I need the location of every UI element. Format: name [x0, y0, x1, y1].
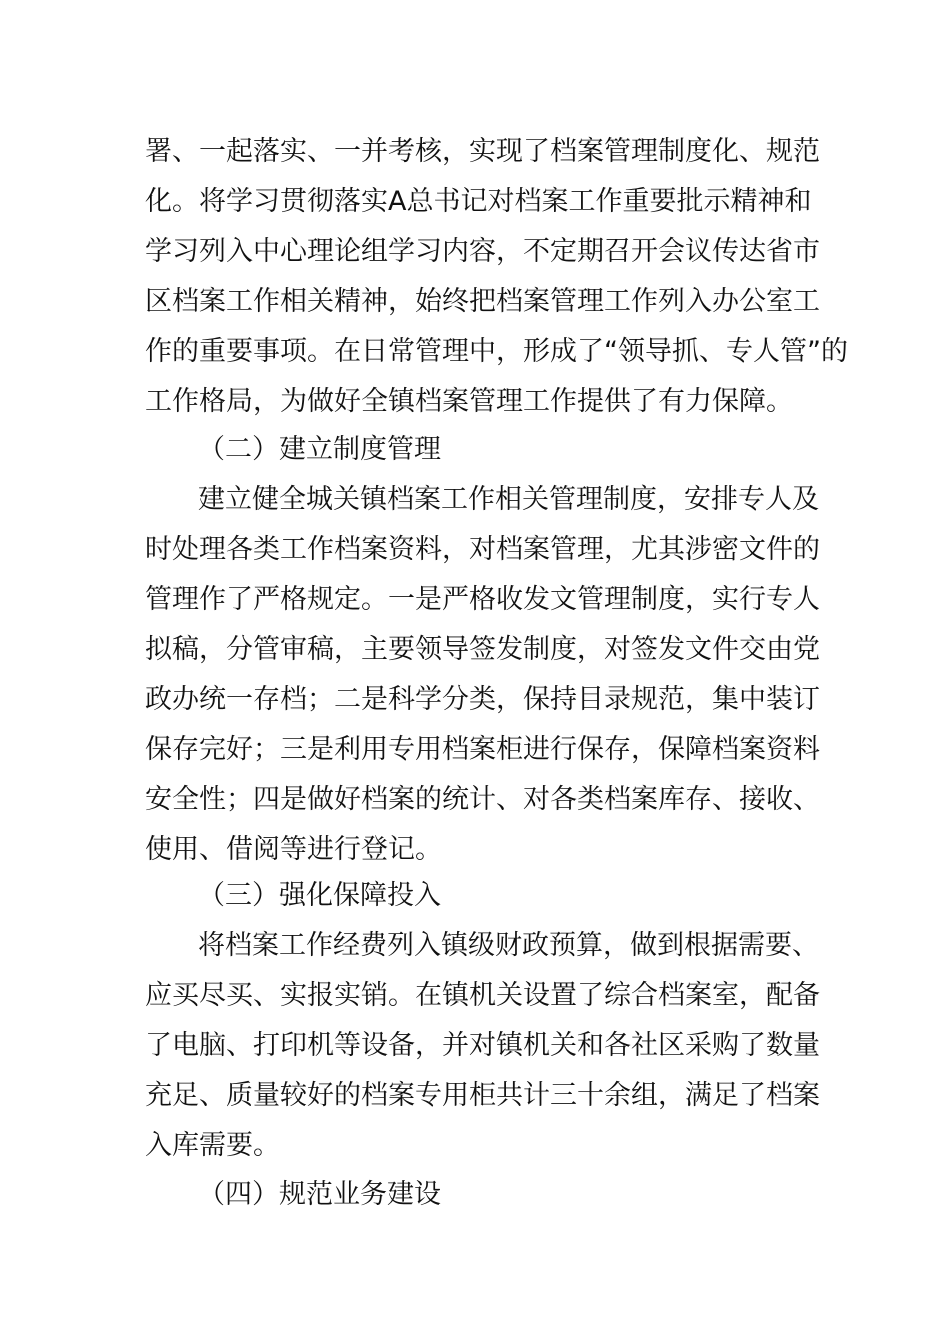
paragraph-line: 建立健全城关镇档案工作相关管理制度，安排专人及 [198, 484, 819, 515]
paragraph-line: 时处理各类工作档案资料，对档案管理，尤其涉密文件的 [145, 534, 820, 565]
section-heading-3: （三）强化保障投入 [198, 880, 441, 911]
paragraph-line: 安全性；四是做好档案的统计、对各类档案库存、接收、 [145, 784, 820, 815]
paragraph-line: 将档案工作经费列入镇级财政预算，做到根据需要、 [198, 930, 819, 961]
paragraph-line: 化。将学习贯彻落实A总书记对档案工作重要批示精神和 [145, 186, 812, 217]
paragraph-line: 了电脑、打印机等设备，并对镇机关和各社区采购了数量 [145, 1030, 820, 1061]
paragraph-line: 区档案工作相关精神，始终把档案管理工作列入办公室工 [145, 286, 820, 317]
paragraph-line: 保存完好；三是利用专用档案柜进行保存，保障档案资料 [145, 734, 820, 765]
paragraph-line: 应买尽买、实报实销。在镇机关设置了综合档案室，配备 [145, 980, 820, 1011]
paragraph-line: 作的重要事项。在日常管理中，形成了“领导抓、专人管”的 [145, 336, 848, 367]
paragraph-line: 充足、质量较好的档案专用柜共计三十余组，满足了档案 [145, 1080, 820, 1111]
paragraph-line: 使用、借阅等进行登记。 [145, 834, 442, 865]
paragraph-line: 学习列入中心理论组学习内容，不定期召开会议传达省市 [145, 236, 820, 267]
paragraph-line: 工作格局，为做好全镇档案管理工作提供了有力保障。 [145, 386, 793, 417]
paragraph-line: 入库需要。 [145, 1130, 280, 1161]
section-heading-4: （四）规范业务建设 [198, 1179, 441, 1210]
paragraph-line: 政办统一存档；二是科学分类，保持目录规范，集中装订 [145, 684, 820, 715]
paragraph-line: 署、一起落实、一并考核，实现了档案管理制度化、规范 [145, 136, 820, 167]
paragraph-line: 管理作了严格规定。一是严格收发文管理制度，实行专人 [145, 584, 820, 615]
section-heading-2: （二）建立制度管理 [198, 434, 441, 465]
paragraph-line: 拟稿，分管审稿，主要领导签发制度，对签发文件交由党 [145, 634, 820, 665]
